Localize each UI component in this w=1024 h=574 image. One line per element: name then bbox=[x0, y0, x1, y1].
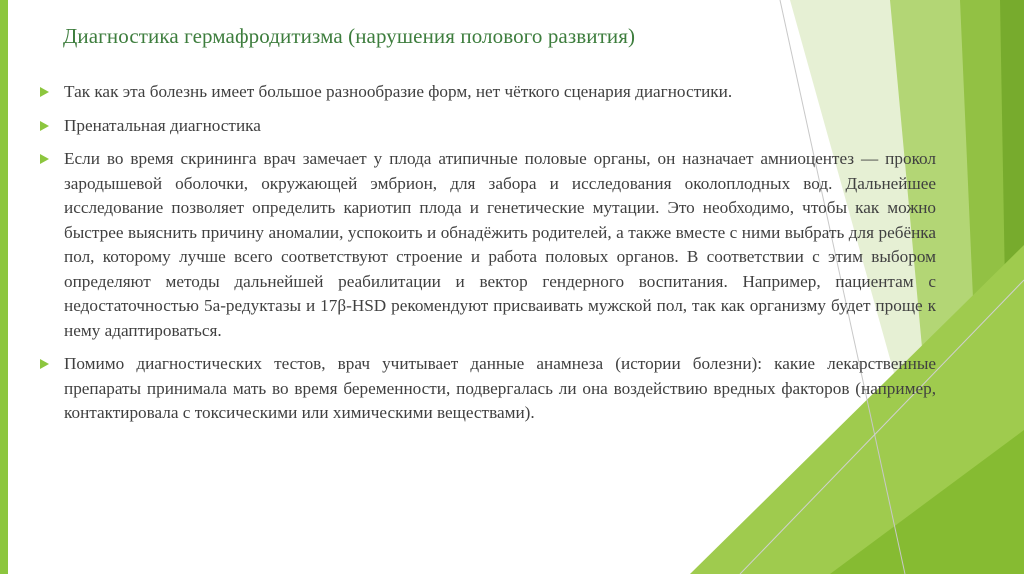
slide-title: Диагностика гермафродитизма (нарушения полового развития) bbox=[63, 24, 636, 48]
bullet-list bbox=[40, 80, 936, 435]
bullet-text: Если во время скрининга врач замечает у плода атипичные половые органы, он назначает амниоцентез — прокол зародышевой оболочки, окружающей эмбрион, для забора и исследования околоплодных вод. Дальнейшее исследование позволяет определить кариотип плода и генетические мутации. Это необходимо, чтобы как можно быстрее выяснить причину аномалии, успокоить и обнадёжить родителей, а также вместе с ними выбрать для ребёнка пол, которому лучше всего соответствуют строение и работа половых органов. В соответствии с этим выбором определяют методы дальнейшей реабилитации и вектор гендерного воспитания. Например, пациентам с недостаточностью 5а-редуктазы и 17β-HSD рекомендуют присваивать мужской пол, так как организму будет проще к нему адаптироваться. bbox=[64, 149, 936, 340]
bullet-text: Помимо диагностических тестов, врач учитывает данные анамнеза (истории болезни): какие лекарственные препараты принимала мать во время беременности, подвергалась ли она воздействию вредных факторов (например, контактировала с токсическими или химическими веществами). bbox=[64, 354, 936, 422]
triangle-bullet-icon bbox=[40, 87, 49, 97]
bullet-item bbox=[40, 80, 936, 105]
bullet-text: Пренатальная диагностика bbox=[64, 115, 261, 135]
bullet-item bbox=[40, 114, 936, 139]
bullet-text: Так как эта болезнь имеет большое разнообразие форм, нет чёткого сценария диагностики. bbox=[64, 82, 733, 101]
triangle-bullet-icon bbox=[40, 121, 49, 131]
triangle-bullet-icon bbox=[40, 359, 49, 369]
triangle-bullet-icon bbox=[40, 154, 49, 164]
bullet-item bbox=[40, 147, 936, 343]
bullet-item bbox=[40, 352, 936, 426]
